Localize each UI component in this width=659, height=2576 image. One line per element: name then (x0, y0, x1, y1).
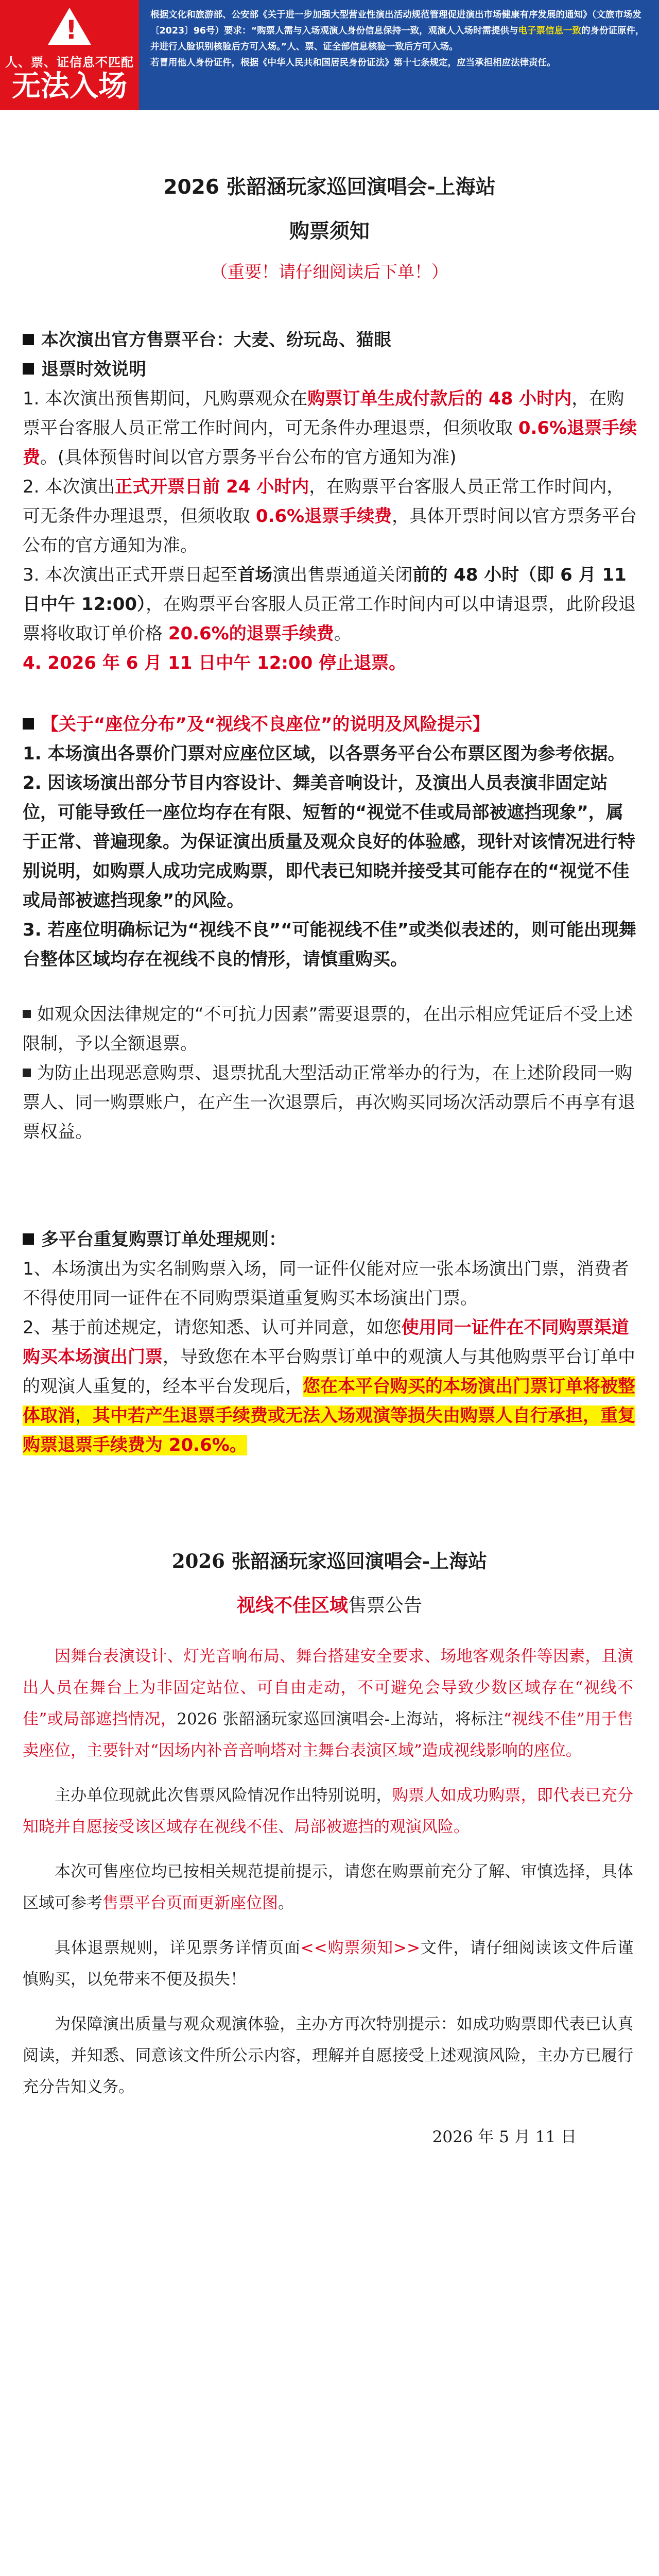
banner-line2: 的身份证原件，并进行人脸识别核验后方可入场。”人、票、证全部信息核验一致后方可入场。 (150, 26, 645, 52)
announcement-para-5: 为保障演出质量与观众观演体验，主办方再次特别提示：如成功购票即代表已认真阅读，并知悉、同意该文件所公示内容，理解并自愿接受上述观演风险，主办方已履行充分告知义务。 (23, 2015, 633, 2096)
refund-rule-2: 2. 本次演出正式开票日前 24 小时内，在购票平台客服人员正常工作时间内，可无条件办理退票，但须收取 0.6%退票手续费，具体开票时间以官方票务平台公布的官方通知为准。 (23, 477, 637, 556)
announcement-date: 2026 年 5 月 11 日 (432, 2128, 577, 2146)
duplicate-rule-1: 1、本场演出为实名制购票入场，同一证件仅能对应一张本场演出门票，消费者不得使用同一证件在不同购票渠道重复购买本场演出门票。 (23, 1259, 629, 1309)
page-subtitle: 购票须知 (289, 220, 370, 243)
announcement-para-3: 本次可售座位均已按相关规范提前提示，请您在购票前充分了解、审慎选择，具体区域可参考售票平台页面更新座位图。 (23, 1862, 633, 1912)
announcement-para-2: 主办单位现就此次售票风险情况作出特别说明，购票人如成功购票，即代表已充分知晓并自愿接受该区域存在视线不佳、局部被遮挡的观演风险。 (23, 1786, 634, 1836)
square-bullet-icon (23, 363, 34, 375)
duplicate-purchase-section (0, 1225, 659, 1460)
seat-rule-3: 3. 若座位明确标记为“视线不良”“可能视线不佳”或类似表述的，则可能出现舞台整体区域均存在视线不良的情形，请慎重购买。 (23, 920, 636, 970)
square-bullet-icon (23, 718, 34, 730)
square-bullet-icon (23, 1233, 34, 1245)
banner-text (139, 0, 659, 110)
warning-big-text: 无法入场 (12, 69, 127, 103)
square-bullet-icon (23, 334, 34, 345)
refund-rule-1: 1. 本次演出预售期间，凡购票观众在购票订单生成付款后的 48 小时内，在购票平台客服人员正常工作时间内，可无条件办理退票，但须收取 0.6%退票手续费。(具体预售时间以官方票务平台公布的官方通知为准) (23, 388, 637, 468)
seat-section-title: 【关于“座位分布”及“视线不良座位”的说明及风险提示】 (23, 710, 638, 739)
platform-line: 本次演出官方售票平台：大麦、纷玩岛、猫眼 (23, 326, 638, 355)
refund-title: 退票时效说明 (23, 355, 638, 384)
duplicate-rule-2: 2、基于前述规定，请您知悉、认可并同意，如您使用同一证件在不同购票渠道购买本场演出门票，导致您在本平台购票订单中的观演人与其他购票平台订单中的观演人重复的，经本平台发现后，您在本平台购买的本场演出门票订单将被整体取消，其中若产生退票手续费或无法入场观演等损失由购票人自行承担，重复购票退票手续费为 20.6%。 (23, 1317, 635, 1455)
warning-icon: ! (48, 8, 91, 45)
refund-section (0, 326, 659, 678)
warning-small-text: 人、票、证信息不匹配 (5, 55, 134, 70)
seat-section (0, 710, 659, 1147)
banner-line2-highlight: 电子票信息一致 (518, 26, 582, 36)
announcement-body (0, 1641, 659, 2103)
force-majeure-note: 如观众因法律规定的“不可抗力因素”需要退票的，在出示相应凭证后不受上述限制，予以全额退票。 (23, 1004, 633, 1054)
banner-line1: 根据文化和旅游部、公安部《关于进一步加强大型营业性演出活动规范管理促进演出市场健康有序发展的通知》（文旅市场发〔2023〕96号）要求： (150, 10, 641, 36)
seat-rule-2: 2. 因该场演出部分节目内容设计、舞美音响设计，及演出人员表演非固定站位，可能导致任一座位均存在有限、短暂的“视觉不佳或局部被遮挡现象”，属于正常、普遍现象。为保证演出质量及观众良好的体验感，现针对该情况进行特别说明，如购票人成功完成购票，即代表已知晓并接受其可能存在的“视觉不佳或局部被遮挡现象”的风险。 (23, 773, 635, 911)
refund-rule-3: 3. 本次演出正式开票日起至首场演出售票通道关闭前的 48 小时（即 6 月 11 日中午 12:00），在购票平台客服人员正常工作时间内可以申请退票，此阶段退票将收取订单价格 20.6%的退票手续费。 (23, 565, 636, 644)
warning-box (0, 0, 139, 110)
duplicate-section-title: 多平台重复购票订单处理规则： (23, 1225, 638, 1255)
important-notice: （重要！请仔细阅读后下单！） (211, 262, 448, 282)
announcement-para-4: 具体退票规则，详见票务详情页面<<购票须知>>文件，请仔细阅读该文件后谨慎购买，以免带来不便及损失！ (23, 1939, 634, 1989)
page-title: 2026 张韶涵玩家巡回演唱会-上海站 (163, 176, 496, 199)
malicious-refund-note: 为防止出现恶意购票、退票扰乱大型活动正常举办的行为，在上述阶段同一购票人、同一购票账户，在产生一次退票后，再次购买同场次活动票后不再享有退票权益。 (23, 1063, 635, 1142)
banner-line3: 若冒用他人身份证件，根据《中华人民共和国居民身份证法》第十七条规定，应当承担相应法律责任。 (150, 58, 556, 68)
refund-rule-4: 4. 2026 年 6 月 11 日中午 12:00 停止退票。 (23, 653, 407, 673)
banner-line1b: “购票人需与入场观演人身份信息保持一致，观演人入场时需提供与 (251, 26, 518, 36)
obstructed-view-section (0, 1547, 659, 2147)
page-body (0, 110, 659, 2147)
notice-banner (0, 0, 659, 110)
announcement-subtitle: 视线不佳区域售票公告 (236, 1595, 423, 1616)
square-bullet-icon (23, 1069, 31, 1077)
square-bullet-icon (23, 1010, 31, 1018)
announcement-para-1: 因舞台表演设计、灯光音响布局、舞台搭建安全要求、场地客观条件等因素，且演出人员在舞台上为非固定站位、可自由走动，不可避免会导致少数区域存在“视线不佳”或局部遮挡情况，2026 张韶涵玩家巡回演唱会-上海站，将标注“视线不佳”用于售卖座位，主要针对“因场内补音音响塔对主舞台表演区域”造成视线影响的座位。 (23, 1647, 633, 1760)
seat-rule-1: 1. 本场演出各票价门票对应座位区域，以各票务平台公布票区图为参考依据。 (23, 743, 626, 764)
announcement-title: 2026 张韶涵玩家巡回演唱会-上海站 (171, 1550, 488, 1572)
